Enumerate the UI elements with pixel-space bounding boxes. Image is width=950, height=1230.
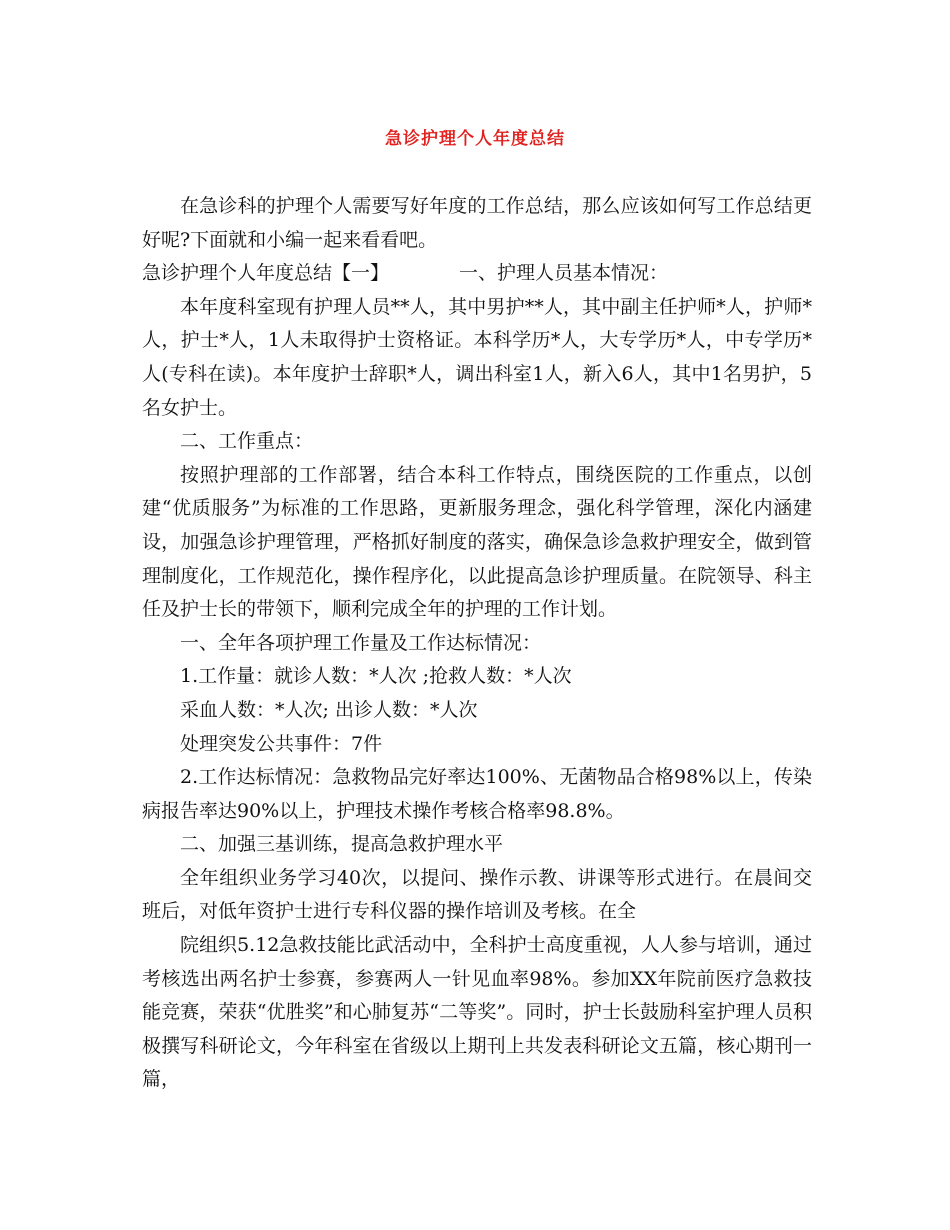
focus-paragraph: 按照护理部的工作部署，结合本科工作特点，围绕医院的工作重点，以创建“优质服务”为标准的工作思路，更新服务理念，强化科学管理，深化内涵建设，加强急诊护理管理，严格抓好制度的落实，确保急诊急救护理安全，做到管理制度化，工作规范化，操作程序化，以此提高急诊护理质量。在院领导、科主任及护士长的带领下，顺利完成全年的护理的工作计划。 [142, 463, 812, 621]
section-heading-training: 二、加强三基训练，提高急救护理水平 [180, 833, 504, 856]
document-title: 急诊护理个人年度总结 [385, 129, 565, 149]
intro-paragraph: 在急诊科的护理个人需要写好年度的工作总结，那么应该如何写工作总结更好呢?下面就和小编一起来看看吧。 [142, 195, 812, 251]
part-heading-line [142, 257, 812, 291]
section-heading-staff: 一、护理人员基本情况： [459, 262, 669, 285]
part-label: 急诊护理个人年度总结【一】 [142, 262, 390, 285]
workload-line-1: 1.工作量：就诊人数：*人次 ;抢救人数：*人次 [180, 665, 572, 688]
document-body [142, 190, 812, 1097]
standards-paragraph: 2.工作达标情况：急救物品完好率达100%、无菌物品合格98%以上，传染病报告率达90%以上，护理技术操作考核合格率98.8%。 [142, 766, 812, 822]
competition-paragraph: 院组织5.12急救技能比武活动中，全科护士高度重视，人人参与培训，通过考核选出两名护士参赛，参赛两人一针见血率98%。参加XX年院前医疗急救技能竞赛，荣获“优胜奖”和心肺复苏“二等奖”。同时，护士长鼓励科室护理人员积极撰写科研论文，今年科室在省级以上期刊上共发表科研论文五篇，核心期刊一篇， [142, 934, 812, 1091]
section-heading-workload: 一、全年各项护理工作量及工作达标情况： [180, 631, 542, 654]
training-paragraph: 全年组织业务学习40次，以提问、操作示教、讲课等形式进行。在晨间交班后，对低年资护士进行专科仪器的操作培训及考核。在全 [142, 866, 812, 923]
workload-line-2: 采血人数：*人次; 出诊人数：*人次 [180, 698, 478, 721]
staff-paragraph: 本年度科室现有护理人员**人，其中男护**人，其中副主任护师*人，护师*人，护士*人，1人未取得护士资格证。本科学历*人，大专学历*人，中专学历*人(专科在读)。本年度护士辞职*人，调出科室1人，新入6人，其中1名男护，5名女护士。 [142, 295, 812, 419]
workload-line-3: 处理突发公共事件：7件 [180, 732, 383, 755]
section-heading-focus: 二、工作重点： [180, 430, 314, 453]
